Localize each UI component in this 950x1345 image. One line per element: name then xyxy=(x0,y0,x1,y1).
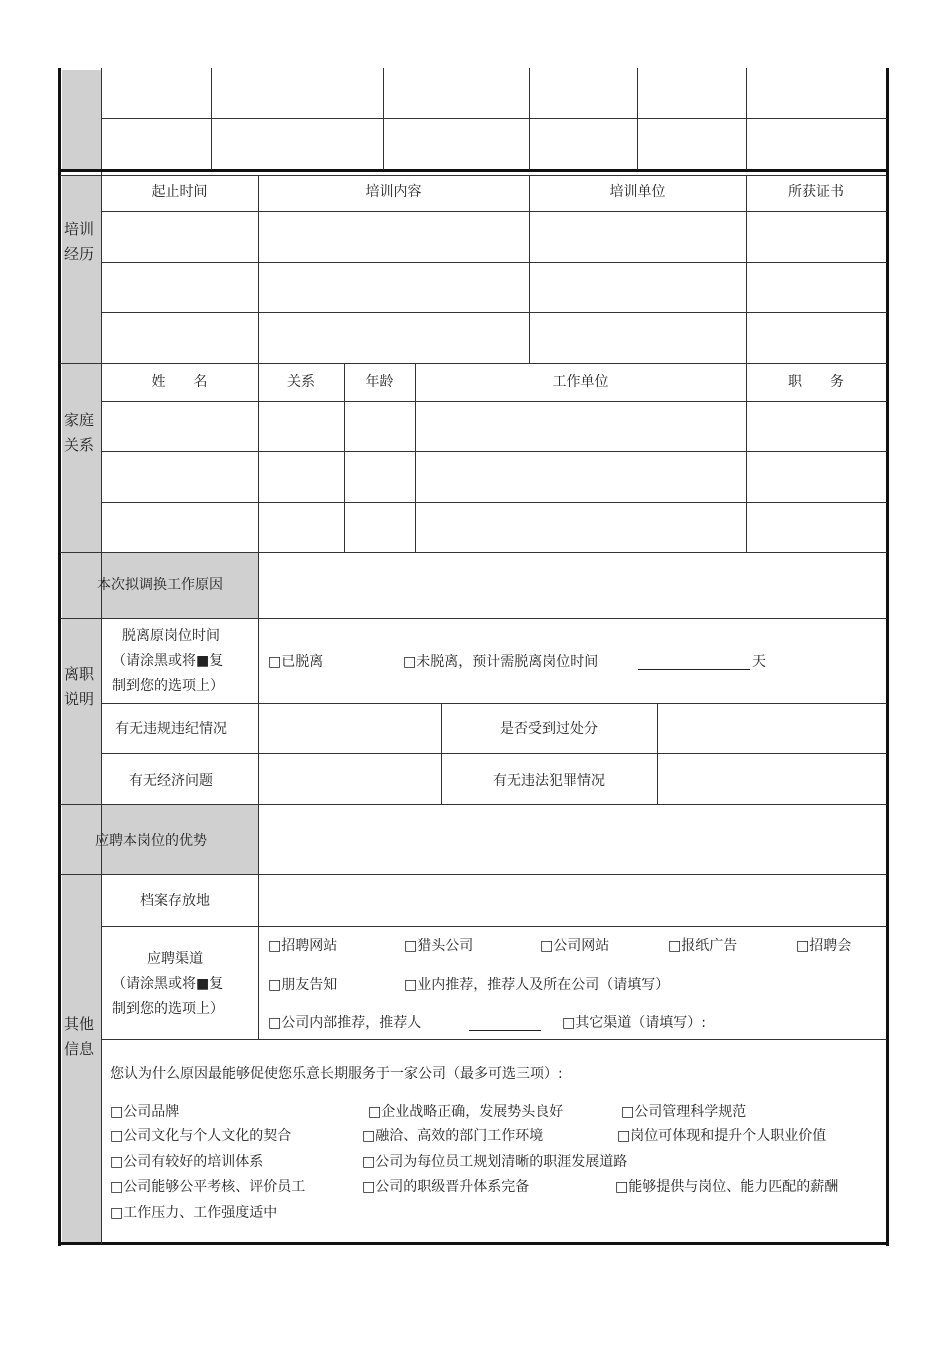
family-header-name: 姓 名 xyxy=(151,374,208,390)
retention-option[interactable]: □公司品牌 xyxy=(110,1104,180,1120)
family-row-line-2 xyxy=(101,502,887,503)
channel-option-friend[interactable]: □朋友告知 xyxy=(268,977,338,993)
training-row-line-1 xyxy=(101,262,887,263)
top-col-2 xyxy=(383,68,384,170)
retention-option[interactable]: □能够提供与岗位、能力匹配的薪酬 xyxy=(615,1179,839,1195)
violation-label: 有无违规违纪情况 xyxy=(115,721,227,737)
channel-option-job-site[interactable]: □招聘网站 xyxy=(268,938,338,954)
training-row-line-2 xyxy=(101,312,887,313)
leave-time-label-1: 脱离原岗位时间 xyxy=(122,628,220,644)
advantage-divider xyxy=(258,804,259,874)
reason-bottom xyxy=(60,618,887,619)
other-row-line-2 xyxy=(101,1039,887,1040)
departure-col-3 xyxy=(657,703,658,804)
channel-option-newspaper[interactable]: □报纸广告 xyxy=(668,938,738,954)
retention-option[interactable]: □公司有较好的培训体系 xyxy=(110,1154,264,1170)
training-bottom xyxy=(60,363,887,364)
family-header-position: 职 务 xyxy=(788,374,844,390)
option-left-checkbox[interactable]: □已脱离 xyxy=(268,654,324,670)
channel-label-1: 应聘渠道 xyxy=(147,951,203,967)
leave-time-label-3: 制到您的选项上） xyxy=(112,678,224,694)
family-header-age: 年龄 xyxy=(365,374,394,390)
channel-option-company-site[interactable]: □公司网站 xyxy=(540,938,610,954)
training-col-1 xyxy=(258,175,259,364)
gray-label-family xyxy=(62,364,101,552)
option-not-left-checkbox[interactable]: □未脱离，预计需脱离岗位时间 xyxy=(403,654,599,670)
retention-option[interactable]: □融洽、高效的部门工作环境 xyxy=(362,1128,544,1144)
retention-option[interactable]: □岗位可体现和提升个人职业价值 xyxy=(617,1128,827,1144)
departure-col-1 xyxy=(258,618,259,804)
advantage-bottom xyxy=(60,874,887,875)
channel-option-job-fair[interactable]: □招聘会 xyxy=(796,938,852,954)
training-header-content: 培训内容 xyxy=(365,184,422,200)
retention-option[interactable]: □公司能够公平考核、评价员工 xyxy=(110,1179,306,1195)
training-top xyxy=(60,175,887,176)
other-col-1 xyxy=(258,874,259,1039)
training-col-3 xyxy=(746,175,747,364)
advantage-label: 应聘本岗位的优势 xyxy=(95,833,207,849)
label-column-divider xyxy=(101,68,102,1244)
retention-question: 您认为什么原因最能够促使您乐意长期服务于一家公司（最多可选三项）: xyxy=(110,1066,563,1082)
retention-option[interactable]: □公司为每位员工规划清晰的职涯发展道路 xyxy=(362,1154,628,1170)
outer-right-border xyxy=(886,68,889,1246)
training-header-period: 起止时间 xyxy=(151,184,208,200)
family-row-line-1 xyxy=(101,451,887,452)
family-col-3 xyxy=(415,364,416,552)
family-header-line xyxy=(101,401,887,402)
leave-time-label-2: （请涂黑或将■复 xyxy=(112,653,224,669)
top-col-3 xyxy=(529,68,530,170)
training-header-certificate: 所获证书 xyxy=(788,184,844,200)
training-header-institution: 培训单位 xyxy=(609,184,666,200)
channel-option-industry-referral[interactable]: □业内推荐，推荐人及所在公司（请填写） xyxy=(404,977,670,993)
channel-label-2: （请涂黑或将■复 xyxy=(112,976,224,992)
top-col-4 xyxy=(637,68,638,170)
gray-label-top xyxy=(62,70,101,170)
retention-option[interactable]: □公司的职级晋升体系完备 xyxy=(362,1179,530,1195)
family-section-label: 家庭关系 xyxy=(64,411,95,454)
family-header-employer: 工作单位 xyxy=(552,374,609,390)
training-col-2 xyxy=(529,175,530,364)
channel-label-3: 制到您的选项上） xyxy=(112,1001,224,1017)
gray-label-training xyxy=(62,175,101,364)
leave-days-blank[interactable] xyxy=(638,669,750,670)
retention-option[interactable]: □公司管理科学规范 xyxy=(621,1104,747,1120)
retention-option[interactable]: □企业战略正确，发展势头良好 xyxy=(368,1104,564,1120)
family-col-1 xyxy=(258,364,259,552)
top-row-line-1 xyxy=(101,118,887,119)
departure-row-line-2 xyxy=(101,753,887,754)
training-section-label: 培训经历 xyxy=(64,220,95,263)
top-section-end xyxy=(60,169,887,172)
departure-bottom xyxy=(60,804,887,805)
punishment-label: 是否受到过处分 xyxy=(500,721,598,737)
top-col-1 xyxy=(211,68,212,170)
training-header-line xyxy=(101,211,887,212)
channel-option-internal-referral[interactable]: □公司内部推荐，推荐人 xyxy=(268,1015,422,1031)
archive-label: 档案存放地 xyxy=(140,893,210,909)
departure-section-label: 离职说明 xyxy=(64,665,95,708)
reason-divider xyxy=(258,552,259,618)
transfer-reason-label: 本次拟调换工作原因 xyxy=(97,577,223,593)
family-bottom xyxy=(60,552,887,553)
family-header-relation: 关系 xyxy=(287,374,315,390)
outer-left-border xyxy=(58,68,61,1246)
crime-label: 有无违法犯罪情况 xyxy=(493,773,605,789)
leave-days-unit: 天 xyxy=(752,654,766,670)
other-section-label: 其他信息 xyxy=(64,1015,95,1058)
retention-option[interactable]: □工作压力、工作强度适中 xyxy=(110,1205,278,1221)
channel-option-headhunter[interactable]: □猎头公司 xyxy=(404,938,474,954)
top-col-5 xyxy=(746,68,747,170)
departure-row-line-1 xyxy=(101,703,887,704)
outer-bottom-border xyxy=(58,1242,889,1245)
family-col-2 xyxy=(344,364,345,552)
retention-option[interactable]: □公司文化与个人文化的契合 xyxy=(110,1128,292,1144)
other-row-line-1 xyxy=(101,926,887,927)
economic-label: 有无经济问题 xyxy=(129,773,213,789)
referrer-blank[interactable] xyxy=(469,1030,541,1031)
family-col-4 xyxy=(746,364,747,552)
channel-option-other[interactable]: □其它渠道（请填写）: xyxy=(562,1015,706,1031)
